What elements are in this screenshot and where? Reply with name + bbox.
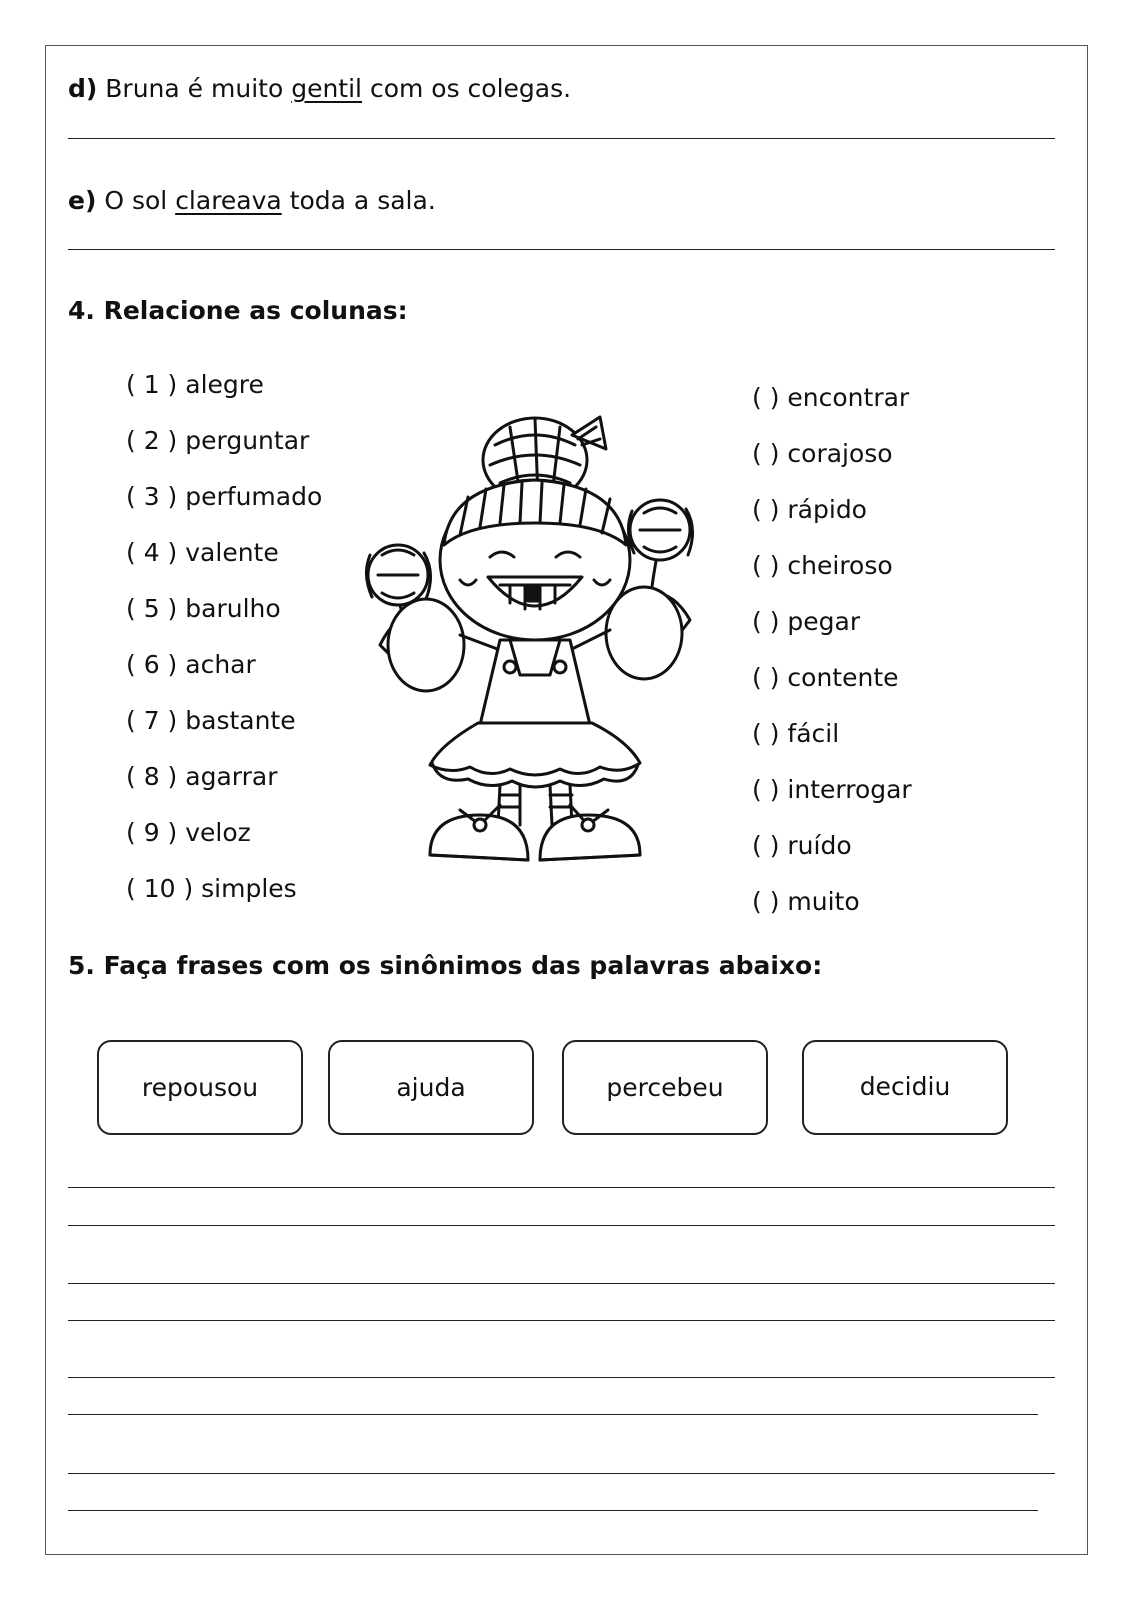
writing-line[interactable] xyxy=(68,1225,1055,1226)
girl-illustration xyxy=(360,405,720,895)
writing-line[interactable] xyxy=(68,1320,1055,1321)
writing-line[interactable] xyxy=(68,1283,1055,1284)
word-box-label: ajuda xyxy=(396,1073,466,1102)
right-item[interactable]: ( ) ruído xyxy=(752,831,852,860)
right-item[interactable]: ( ) fácil xyxy=(752,719,840,748)
q5-title: 5. Faça frases com os sinônimos das palavras abaixo: xyxy=(68,951,823,980)
word-box-ajuda xyxy=(328,1040,534,1135)
item-d-label: d) xyxy=(68,74,98,103)
right-item[interactable]: ( ) contente xyxy=(752,663,899,692)
item-e-after: toda a sala. xyxy=(289,186,436,215)
item-e xyxy=(68,188,436,213)
writing-line[interactable] xyxy=(68,1187,1055,1188)
writing-line[interactable] xyxy=(68,1510,1038,1511)
left-item: ( 6 ) achar xyxy=(126,650,256,679)
left-item: ( 7 ) bastante xyxy=(126,706,296,735)
item-d-word: gentil xyxy=(291,74,362,103)
right-item[interactable]: ( ) pegar xyxy=(752,607,861,636)
left-item: ( 5 ) barulho xyxy=(126,594,281,623)
answer-line-d[interactable] xyxy=(68,138,1055,139)
word-box-label: percebeu xyxy=(606,1073,724,1102)
item-e-label: e) xyxy=(68,186,97,215)
word-box-repousou xyxy=(97,1040,303,1135)
item-d xyxy=(68,76,571,101)
item-e-before: O sol xyxy=(104,186,168,215)
writing-line[interactable] xyxy=(68,1414,1038,1415)
right-item[interactable]: ( ) interrogar xyxy=(752,775,912,804)
word-box-label: repousou xyxy=(141,1073,259,1102)
word-box-label: decidiu xyxy=(859,1072,951,1101)
item-e-word: clareava xyxy=(175,186,282,215)
right-item[interactable]: ( ) muito xyxy=(752,887,860,916)
right-item[interactable]: ( ) corajoso xyxy=(752,439,893,468)
item-d-before: Bruna é muito xyxy=(105,74,284,103)
item-d-after: com os colegas. xyxy=(369,74,572,103)
word-box-decidiu xyxy=(802,1040,1008,1135)
word-box-percebeu xyxy=(562,1040,768,1135)
left-item: ( 1 ) alegre xyxy=(126,370,264,399)
left-item: ( 9 ) veloz xyxy=(126,818,251,847)
right-item[interactable]: ( ) encontrar xyxy=(752,383,910,412)
left-item: ( 3 ) perfumado xyxy=(126,482,323,511)
left-item: ( 10 ) simples xyxy=(126,874,297,903)
answer-line-e[interactable] xyxy=(68,249,1055,250)
left-item: ( 8 ) agarrar xyxy=(126,762,278,791)
left-item: ( 2 ) perguntar xyxy=(126,426,310,455)
writing-line[interactable] xyxy=(68,1473,1055,1474)
right-item[interactable]: ( ) rápido xyxy=(752,495,867,524)
left-item: ( 4 ) valente xyxy=(126,538,279,567)
writing-line[interactable] xyxy=(68,1377,1055,1378)
q4-title: 4. Relacione as colunas: xyxy=(68,296,408,325)
right-item[interactable]: ( ) cheiroso xyxy=(752,551,893,580)
